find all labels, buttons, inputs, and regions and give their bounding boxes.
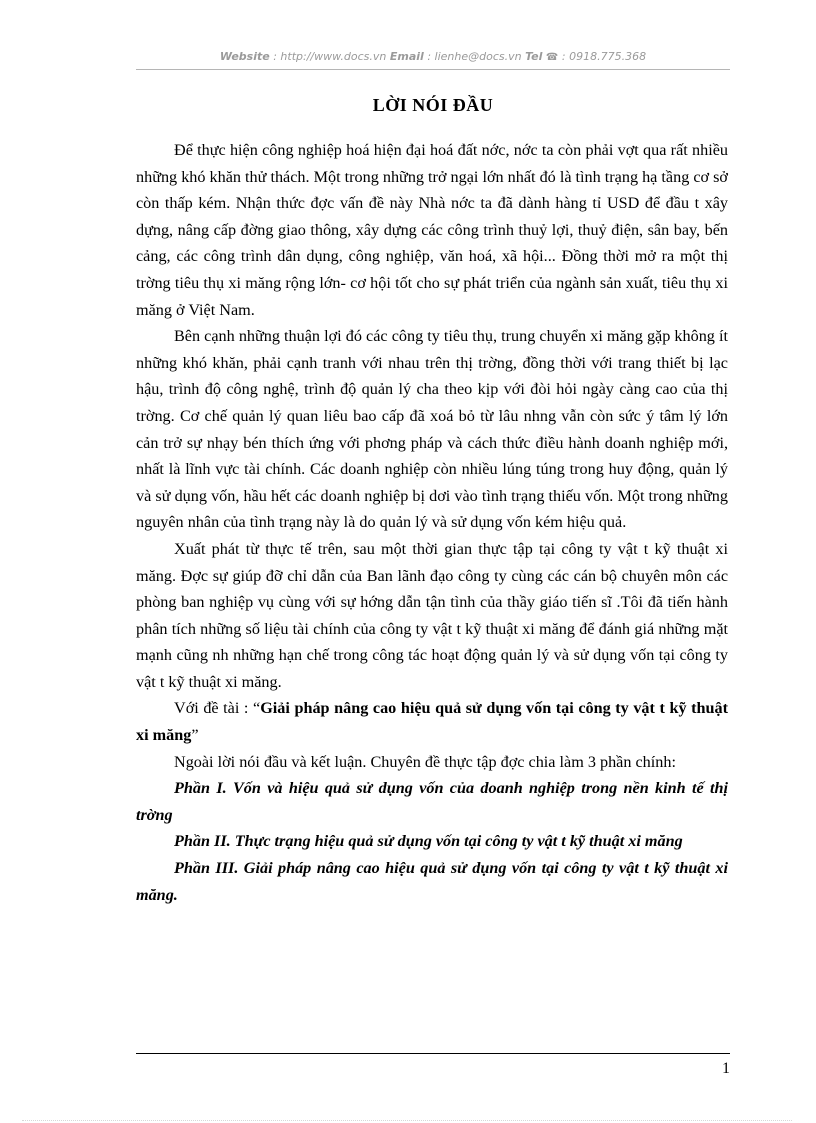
page-header xyxy=(136,50,730,63)
part-2 xyxy=(136,828,728,855)
tel-number: : 0918.775.368 xyxy=(558,50,647,63)
paragraph-internship: Xuất phát từ thực tế trên, sau một thời gian thực tập tại công ty vật t kỹ thuật xi măng. Đợc sự giúp đỡ chỉ dẫn của Ban lãnh đạo công ty cùng các cán bộ chuyên môn các phòng ban nghiệp vụ cùng với sự hớng dẫn tận tình của thầy giáo tiến sĩ .Tôi đã tiến hành phân tích những số liệu tài chính của công ty vật t kỹ thuật xi măng để đánh giá những mặt mạnh cũng nh những hạn chế trong công tác hoạt động quản lý và sử dụng vốn tại công ty vật t kỹ thuật xi măng. xyxy=(136,539,728,691)
paragraph-intro: Để thực hiện công nghiệp hoá hiện đại hoá đất nớc, nớc ta còn phải vợt qua rất nhiều những khó khăn thử thách. Một trong những trở ngại lớn nhất đó là tình trạng hạ tầng cơ sở còn thấp kém. Nhận thức đợc vấn đề này Nhà nớc ta đã dành hàng tỉ USD để đầu t xây dựng, nâng cấp đờng giao thông, xây dựng các công trình thuỷ lợi, thuỷ điện, sân bay, bến cảng, các công trình dân dụng, công nghiệp, văn hoá, xã hội... Đồng thời mở ra một thị trờng tiêu thụ xi măng rộng lớn- cơ hội tốt cho sự phát triển của ngành sản xuất, tiêu thụ xi măng ở Việt Nam. xyxy=(136,141,728,319)
body-text xyxy=(136,137,728,908)
part-3-text: Phần III. Giải pháp nâng cao hiệu quả sử dụng vốn tại công ty vật t kỹ thuật xi măng. xyxy=(136,859,728,904)
footer-divider xyxy=(136,1053,730,1054)
part-1 xyxy=(136,775,728,828)
header-divider xyxy=(136,69,730,70)
email-label: Email xyxy=(389,50,424,63)
topic-prefix: Với đề tài : “ xyxy=(174,699,261,718)
website-url[interactable]: http://www.docs.vn xyxy=(280,50,387,63)
paragraph-structure: Ngoài lời nói đầu và kết luận. Chuyên đề thực tập đợc chia làm 3 phần chính: xyxy=(174,752,676,771)
part-2-text: Phần II. Thực trạng hiệu quả sử dụng vốn tại công ty vật t kỹ thuật xi măng xyxy=(174,832,683,851)
email-separator: : xyxy=(423,50,435,63)
page-number: 1 xyxy=(722,1060,730,1077)
page-title: LỜI NÓI ĐẦU xyxy=(372,95,494,115)
email-address[interactable]: lienhe@docs.vn xyxy=(434,50,522,63)
part-3 xyxy=(136,855,728,908)
tel-label: Tel xyxy=(525,50,543,63)
website-separator: : xyxy=(269,50,281,63)
topic-suffix: ” xyxy=(191,726,199,745)
topic-title: Giải pháp nâng cao hiệu quả sử dụng vốn tại công ty vật t kỹ thuật xi măng xyxy=(136,699,728,745)
part-1-text: Phần I. Vốn và hiệu quả sử dụng vốn của doanh nghiệp trong nền kinh tế thị trờng xyxy=(136,779,728,824)
website-label: Website xyxy=(219,50,270,63)
paragraph-topic xyxy=(136,695,728,748)
paragraph-challenges: Bên cạnh những thuận lợi đó các công ty tiêu thụ, trung chuyển xi măng gặp không ít những khó khăn, phải cạnh tranh với nhau trên thị trờng, đồng thời với trang thiết bị lạc hậu, trình độ công nghệ, trình độ quản lý cha theo kịp với đòi hỏi ngày càng cao của thị trờng. Cơ chế quản lý quan liêu bao cấp đã xoá bỏ từ lâu nhng vẫn còn sức ý tâm lý lớn cản trở sự nhạy bén thích ứng với phơng pháp và cách thức điều hành doanh nghiệp mới, nhất là lĩnh vực tài chính. Các doanh nghiệp còn nhiều lúng túng trong huy động, quản lý và sử dụng vốn, hầu hết các doanh nghiệp bị dơi vào tình trạng thiếu vốn. Một trong những nguyên nhân của tình trạng này là do quản lý và sử dụng vốn kém hiệu quả. xyxy=(136,327,728,532)
phone-icon: ☎ xyxy=(545,52,559,63)
page-edge-dotted-line xyxy=(22,1120,792,1121)
